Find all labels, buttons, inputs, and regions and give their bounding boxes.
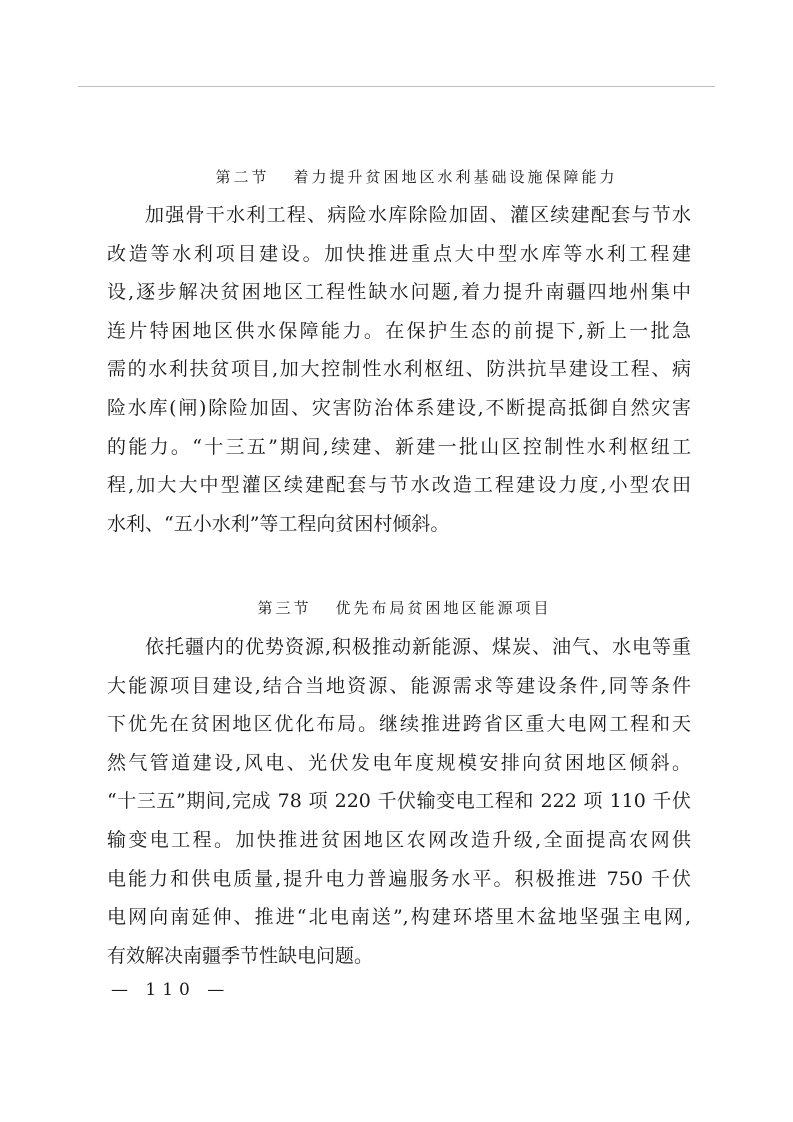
section-title: 优先布局贫困地区能源项目 — [335, 599, 552, 617]
paragraph-line: 连片特困地区供水保障能力。在保护生态的前提下,新上一批急 — [107, 319, 691, 342]
section-title: 着力提升贫困地区水利基础设施保障能力 — [293, 168, 618, 186]
paragraph-line: 有效解决南疆季节性缺电问题。 — [107, 944, 374, 967]
paragraph-line: 依托疆内的优势资源,积极推动新能源、煤炭、油气、水电等重 — [145, 636, 691, 658]
paragraph-line: 电网向南延伸、推进“北电南送”,构建环塔里木盆地坚强主电网, — [107, 906, 691, 929]
section-heading — [20, 166, 793, 187]
paragraph-line: 设,逐步解决贫困地区工程性缺水问题,着力提升南疆四地州集中 — [107, 281, 691, 304]
paragraph-line: 需的水利扶贫项目,加大控制性水利枢纽、防洪抗旱建设工程、病 — [107, 358, 691, 381]
paragraph-line: 水利、“五小水利”等工程向贫困村倾斜。 — [107, 512, 450, 535]
paragraph-line: 然气管道建设,风电、光伏发电年度规模安排向贫困地区倾斜。 — [107, 751, 691, 774]
paragraph-line: 电能力和供电质量,提升电力普遍服务水平。积极推进 750 千伏 — [107, 867, 691, 890]
paragraph-line: 大能源项目建设,结合当地资源、能源需求等建设条件,同等条件 — [107, 674, 691, 697]
page-number: — 110 — — [111, 980, 231, 1000]
paragraph-line: 下优先在贫困地区优化布局。继续推进跨省区重大电网工程和天 — [107, 713, 691, 736]
paragraph-line: 的能力。“十三五”期间,续建、新建一批山区控制性水利枢纽工 — [107, 435, 691, 458]
paragraph-line: 输变电工程。加快推进贫困地区农网改造升级,全面提高农网供 — [107, 828, 691, 851]
paragraph-line: 加强骨干水利工程、病险水库除险加固、灌区续建配套与节水 — [145, 204, 691, 226]
section-paragraph — [107, 196, 691, 543]
section-heading — [8, 597, 793, 618]
section-paragraph — [107, 628, 691, 975]
section-number: 第三节 — [257, 599, 312, 617]
paragraph-line: 改造等水利项目建设。加快推进重点大中型水库等水利工程建 — [107, 242, 691, 265]
paragraph-line: 程,加大大中型灌区续建配套与节水改造工程建设力度,小型农田 — [107, 474, 691, 497]
paragraph-line: “十三五”期间,完成 78 项 220 千伏输变电工程和 222 项 110 千伏 — [107, 790, 691, 813]
paragraph-line: 险水库(闸)除险加固、灾害防治体系建设,不断提高抵御自然灾害 — [107, 396, 691, 419]
section-number: 第二节 — [215, 168, 270, 186]
header-rule — [78, 86, 715, 87]
